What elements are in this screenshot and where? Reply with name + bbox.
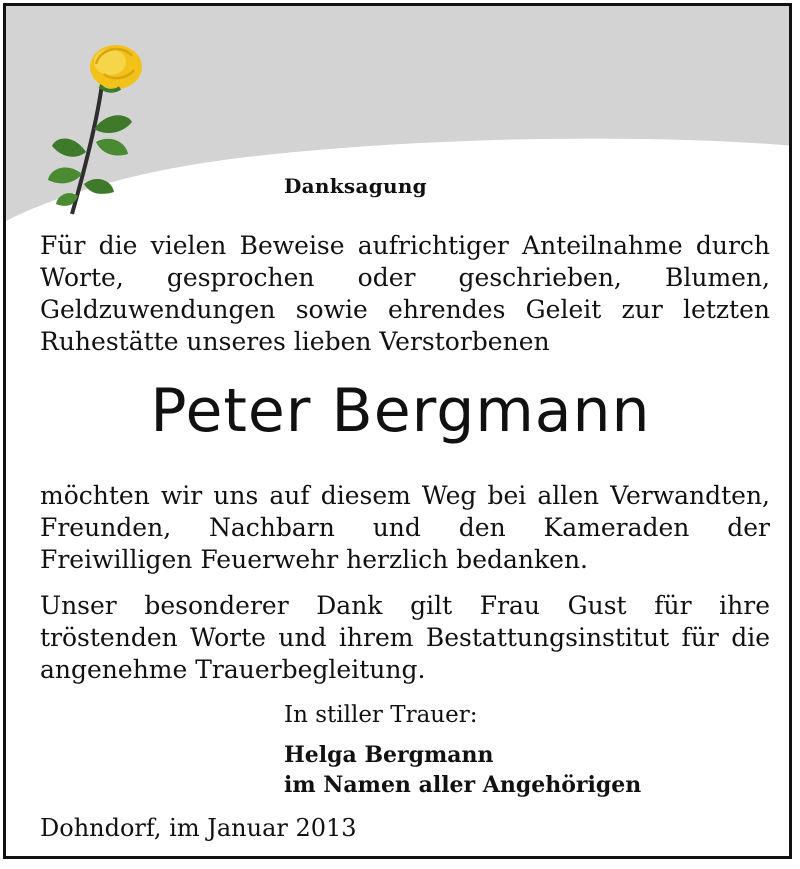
heading: Danksagung xyxy=(284,174,427,198)
intro-paragraph: Für die vielen Beweise aufrichtiger Anteilnahme durch Worte, gesprochen oder geschrieben, Blumen, Geldzuwendungen sowie ehrendes Geleit zur letzten Ruhestätte unseres lieben Verstorbenen xyxy=(40,231,770,356)
obituary-card xyxy=(3,3,792,859)
signatory-name: Helga Bergmann xyxy=(284,742,494,768)
signatory-note: im Namen aller Angehörigen xyxy=(284,772,642,798)
deceased-name: Peter Bergmann xyxy=(150,376,651,446)
special-thanks-paragraph: Unser besonderer Dank gilt Frau Gust für ihre tröstenden Worte und ihrem Bestattungsinstitut für die angenehme Trauerbegleitung. xyxy=(40,591,770,684)
yellow-rose-icon xyxy=(34,34,154,219)
place-date: Dohndorf, im Januar 2013 xyxy=(40,814,357,842)
signature-block xyxy=(284,740,641,800)
mourning-label: In stiller Trauer: xyxy=(284,702,478,728)
thanks-paragraph: möchten wir uns auf diesem Weg bei allen Verwandten, Freunden, Nachbarn und den Kameraden der Freiwilligen Feuerwehr herzlich bedanken. xyxy=(40,481,770,574)
